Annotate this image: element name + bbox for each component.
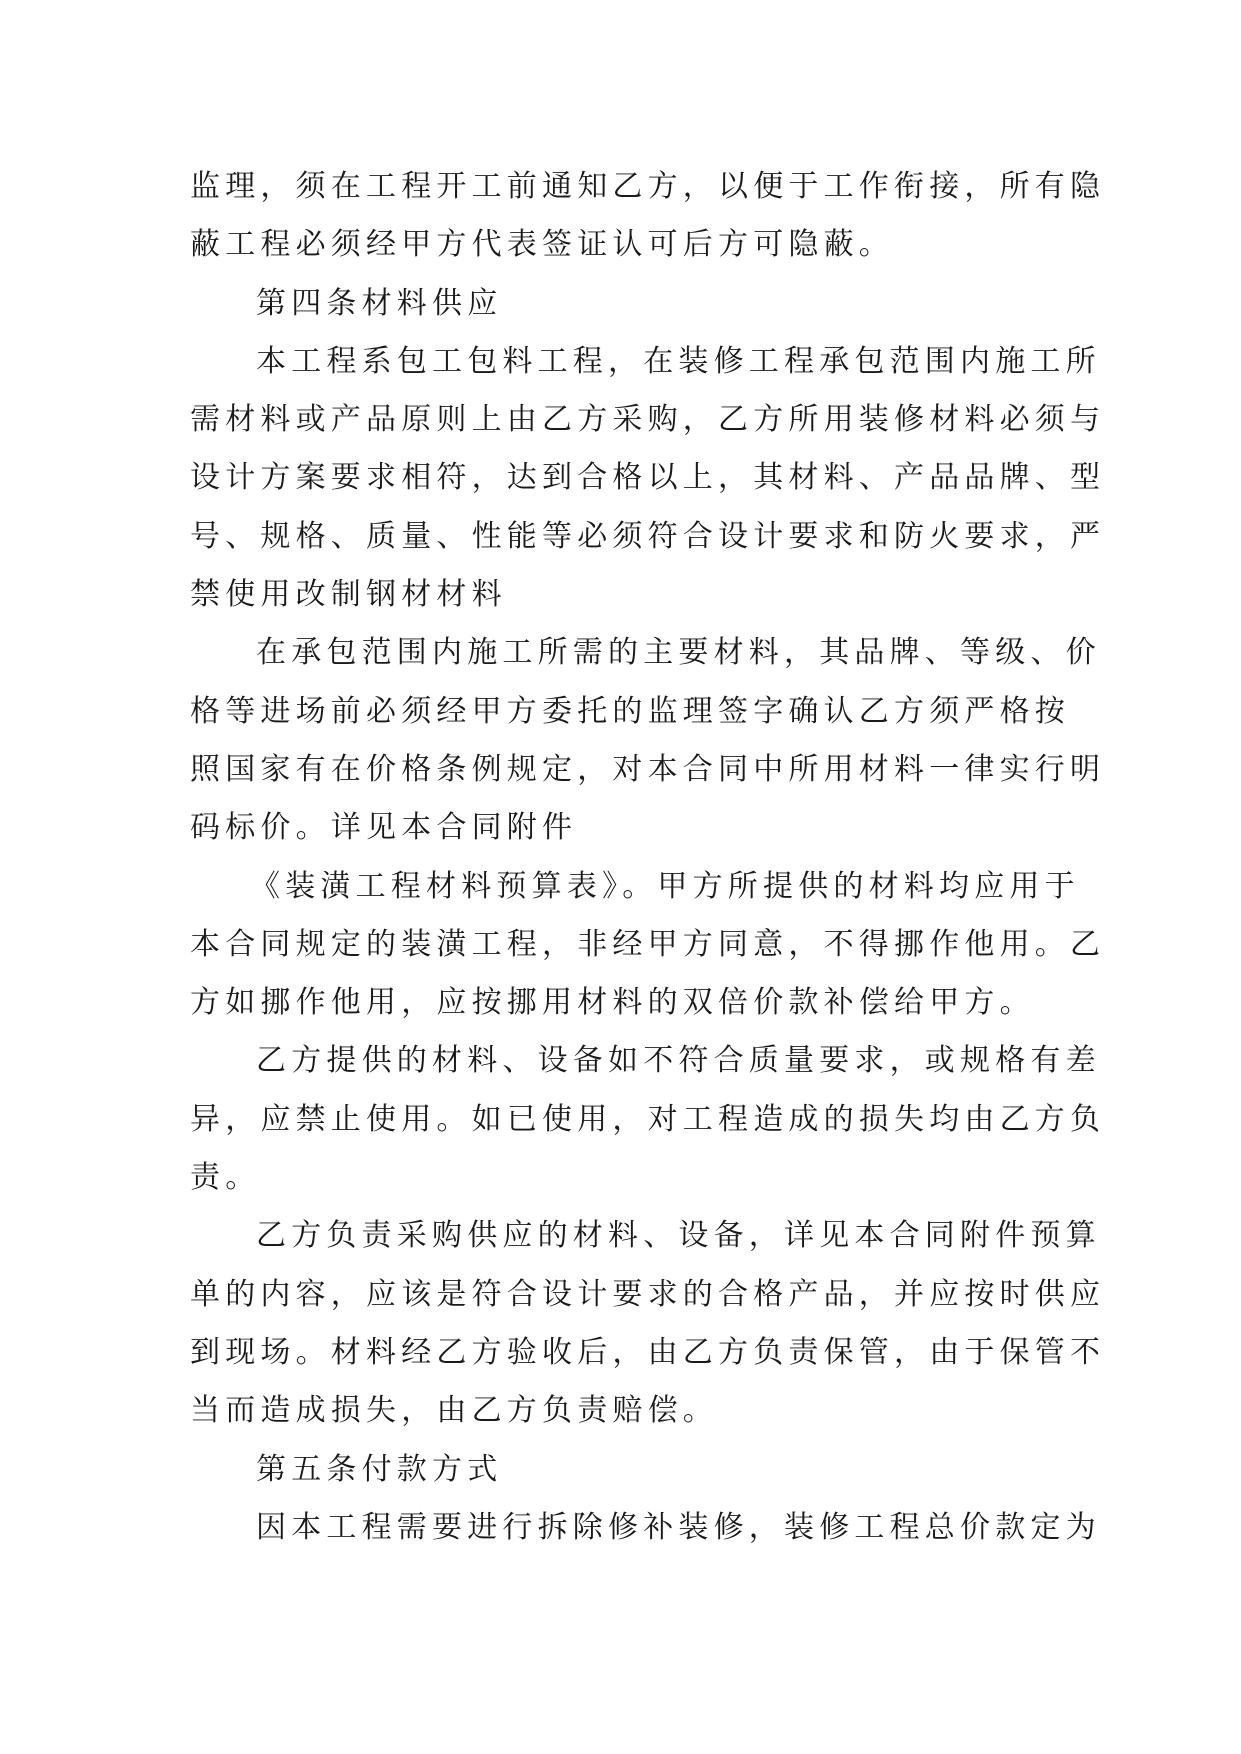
text-line: 乙方负责采购供应的材料、设备，详见本合同附件预算 [256,1218,1101,1254]
text-line: 格等进场前必须经甲方委托的监理签字确认乙方须严格按 [190,693,1070,729]
section-heading: 第四条材料供应 [256,285,503,321]
text-line: 单的内容，应该是符合设计要求的合格产品，并应按时供应 [190,1276,1106,1312]
text-line: 蔽工程必须经甲方代表签证认可后方可隐蔽。 [190,227,894,263]
text-line: 到现场。材料经乙方验收后，由乙方负责保管，由于保管不 [190,1334,1106,1370]
text-line: 码标价。详见本合同附件 [190,810,578,846]
document-body [190,158,1106,1557]
text-line: 《装潢工程材料预算表》。甲方所提供的材料均应用于 [250,868,1080,904]
section-heading: 第五条付款方式 [256,1451,503,1487]
text-line: 本合同规定的装潢工程，非经甲方同意，不得挪作他用。乙 [190,926,1106,962]
text-line: 设计方案要求相符，达到合格以上，其材料、产品品牌、型 [190,460,1106,496]
text-line: 乙方提供的材料、设备如不符合质量要求，或规格有差 [256,1043,1101,1079]
text-line: 当而造成损失，由乙方负责赔偿。 [190,1393,718,1429]
text-line: 需材料或产品原则上由乙方采购，乙方所用装修材料必须与 [190,402,1106,438]
text-line: 因本工程需要进行拆除修补装修，装修工程总价款定为 [256,1509,1101,1545]
text-line: 在承包范围内施工所需的主要材料，其品牌、等级、价 [256,635,1101,671]
text-line: 方如挪作他用，应按挪用材料的双倍价款补偿给甲方。 [190,985,1035,1021]
text-line: 本工程系包工包料工程，在装修工程承包范围内施工所 [256,343,1101,379]
text-line: 禁使用改制钢材材料 [190,577,507,613]
text-line: 照国家有在价格条例规定，对本合同中所用材料一律实行明 [190,751,1106,787]
text-line: 责。 [190,1160,261,1196]
text-line: 号、规格、质量、性能等必须符合设计要求和防火要求，严 [190,518,1106,554]
text-line: 异，应禁止使用。如已使用，对工程造成的损失均由乙方负 [190,1101,1106,1137]
text-line: 监理，须在工程开工前通知乙方，以便于工作衔接，所有隐 [190,169,1106,204]
